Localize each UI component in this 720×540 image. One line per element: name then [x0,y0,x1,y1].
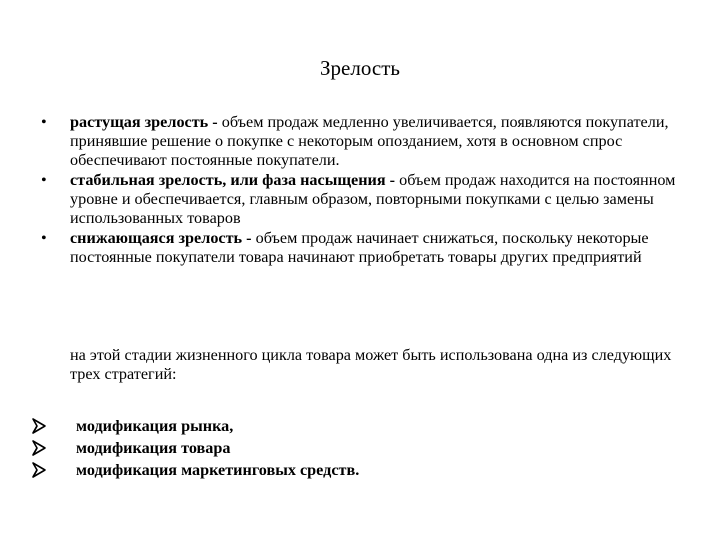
strategy-label: модификация маркетинговых средств. [76,461,360,479]
strategy-label: модификация рынка, [76,417,234,435]
arrow-bullet-icon [30,439,48,457]
list-item [40,171,700,228]
bullet-icon: • [41,229,47,247]
bullet-icon: • [41,171,47,189]
list-item [40,229,700,267]
list-item [30,437,690,459]
phase-term: стабильная зрелость, или фаза насыщения - [70,171,400,189]
list-item [30,415,690,437]
list-item [40,113,700,170]
phase-description: объем продаж начинает снижаться, поскольку некоторые постоянные покупатели товара начинают приобретать товары других предприятий [70,229,649,266]
phase-description: объем продаж находится на постоянном уровне и обеспечивается, главным образом, повторными покупками с целью замены использованных товаров [70,171,676,227]
arrow-bullet-icon [30,417,48,435]
strategy-label: модификация товара [76,439,231,457]
phase-term: снижающаяся зрелость - [70,229,256,247]
strategy-intro-text: на этой стадии жизненного цикла товара может быть использована одна из следующих трех стратегий: [70,346,672,383]
arrow-bullet-icon [30,461,48,479]
slide-title: Зрелость [320,56,400,80]
list-item [30,459,690,481]
phase-term: растущая зрелость - [70,113,222,131]
phase-description: объем продаж медленно увеличивается, появляются покупатели, принявшие решение о покупке с некоторым опозданием, хотя в основном спрос обеспечивают постоянные покупатели. [70,113,669,169]
maturity-phases-list [40,113,700,267]
strategies-list [30,415,690,481]
bullet-icon: • [41,113,47,131]
